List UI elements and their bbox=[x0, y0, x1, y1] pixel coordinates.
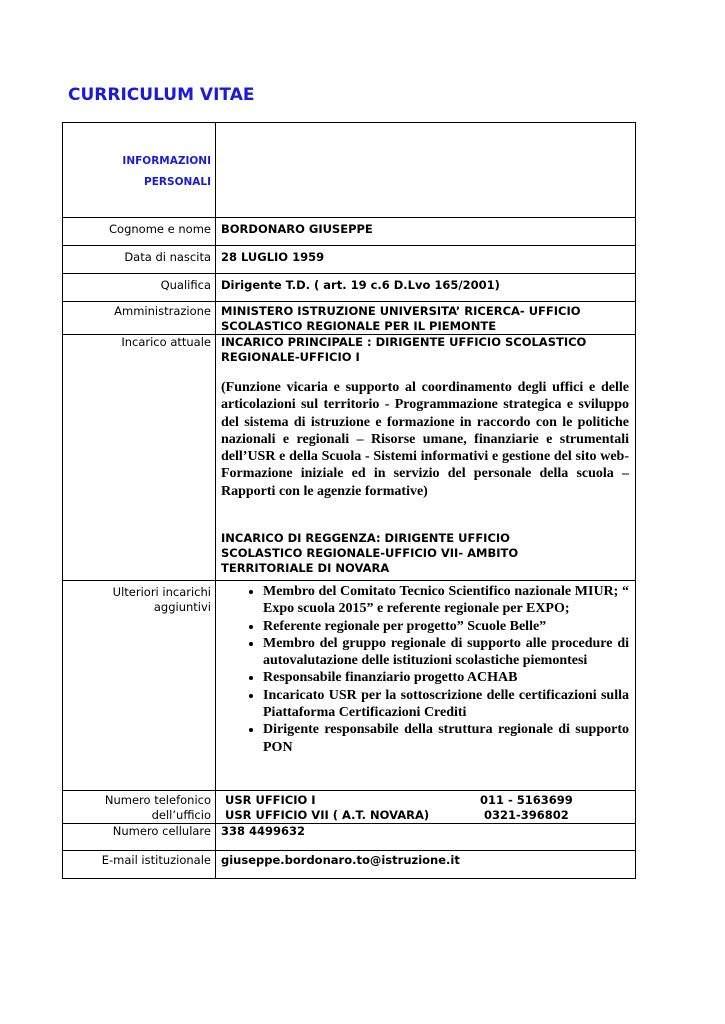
value-incarico bbox=[216, 335, 636, 581]
list-item: • Incaricato USR per la sottoscrizione delle certificazioni sulla Piattaforma Certificazioni Crediti bbox=[263, 687, 629, 722]
list-item: • Membro del gruppo regionale di supporto alle procedure di autovalutazione delle istituzioni scolastiche piemontesi bbox=[263, 635, 629, 670]
value-telefono bbox=[216, 791, 636, 824]
document-title: CURRICULUM VITAE bbox=[68, 85, 255, 105]
value-amministrazione bbox=[216, 302, 636, 335]
row-email bbox=[63, 851, 636, 879]
ulteriori-label-line2: aggiuntivi bbox=[153, 600, 211, 614]
phone-2: 0321-396802 bbox=[484, 808, 569, 822]
label-qualifica: Qualifica bbox=[63, 274, 216, 302]
office-1: USR UFFICIO I bbox=[225, 793, 316, 807]
list-item: • Referente regionale per progetto” Scuole Belle” bbox=[263, 618, 629, 635]
phone-row-2 bbox=[225, 808, 629, 823]
phone-1: 011 - 5163699 bbox=[480, 793, 573, 807]
label-nascita: Data di nascita bbox=[63, 246, 216, 274]
section-header-row bbox=[63, 123, 636, 218]
label-ulteriori bbox=[63, 581, 216, 791]
section-label-line2: PERSONALI bbox=[144, 176, 211, 188]
section-label-line1: INFORMAZIONI bbox=[122, 155, 211, 167]
value-email: giuseppe.bordonaro.to@istruzione.it bbox=[216, 851, 636, 879]
row-incarico bbox=[63, 335, 636, 581]
ulteriori-label-line1: Ulteriori incarichi bbox=[112, 585, 211, 599]
row-nascita bbox=[63, 246, 636, 274]
row-nome bbox=[63, 218, 636, 246]
value-nascita: 28 LUGLIO 1959 bbox=[216, 246, 636, 274]
telefono-label-line1: Numero telefonico bbox=[104, 793, 211, 807]
label-cellulare: Numero cellulare bbox=[63, 824, 216, 851]
value-cellulare: 338 4499632 bbox=[216, 824, 636, 851]
incarico-reggenza-line2: SCOLASTICO REGIONALE-UFFICIO VII- AMBITO bbox=[221, 546, 519, 561]
list-item: • Dirigente responsabile della struttura regionale di supporto PON bbox=[263, 721, 629, 756]
section-value-cell bbox=[216, 123, 636, 218]
incarico-principale-line2: REGIONALE-UFFICIO I bbox=[221, 350, 360, 364]
list-item: • Membro del Comitato Tecnico Scientifico nazionale MIUR; “ Expo scuola 2015” e referente regionale per EXPO; bbox=[263, 583, 629, 618]
value-nome: BORDONARO GIUSEPPE bbox=[216, 218, 636, 246]
label-email: E-mail istituzionale bbox=[63, 851, 216, 879]
row-ulteriori bbox=[63, 581, 636, 791]
amministrazione-line2: SCOLASTICO REGIONALE PER IL PIEMONTE bbox=[221, 319, 497, 333]
value-qualifica: Dirigente T.D. ( art. 19 c.6 D.Lvo 165/2001) bbox=[216, 274, 636, 302]
ulteriori-list bbox=[221, 583, 629, 756]
cv-table bbox=[62, 122, 636, 879]
row-telefono bbox=[63, 791, 636, 824]
row-amministrazione bbox=[63, 302, 636, 335]
row-cellulare bbox=[63, 824, 636, 851]
telefono-label-line2: dell’ufficio bbox=[151, 808, 211, 822]
incarico-reggenza-line3: TERRITORIALE DI NOVARA bbox=[221, 561, 390, 576]
incarico-principale-line1: INCARICO PRINCIPALE : DIRIGENTE UFFICIO SCOLASTICO bbox=[221, 335, 587, 349]
list-item: • Responsabile finanziario progetto ACHAB bbox=[263, 669, 629, 686]
label-incarico: Incarico attuale bbox=[63, 335, 216, 581]
row-qualifica bbox=[63, 274, 636, 302]
incarico-descrizione: (Funzione vicaria e supporto al coordinamento degli uffici e delle articolazioni sul territorio - Programmazione strategica e sviluppo del sistema di istruzione e formazione in raccordo con le politiche nazionali e regionali – Risorse umane, finanziarie e strumentali dell’USR e della Scuola - Sistemi informativi e gestione del sito web- Formazione iniziale ed in servizio del personale della scuola – Rapporti con le agenzie formative) bbox=[221, 380, 629, 499]
amministrazione-line1: MINISTERO ISTRUZIONE UNIVERSITA’ RICERCA- UFFICIO bbox=[221, 304, 581, 318]
phone-row-1 bbox=[225, 793, 629, 808]
label-amministrazione: Amministrazione bbox=[63, 302, 216, 335]
value-ulteriori bbox=[216, 581, 636, 791]
section-label-cell bbox=[63, 123, 216, 218]
incarico-reggenza-line1: INCARICO DI REGGENZA: DIRIGENTE UFFICIO bbox=[221, 531, 510, 546]
label-nome: Cognome e nome bbox=[63, 218, 216, 246]
office-2: USR UFFICIO VII ( A.T. NOVARA) bbox=[225, 808, 430, 822]
label-telefono bbox=[63, 791, 216, 824]
